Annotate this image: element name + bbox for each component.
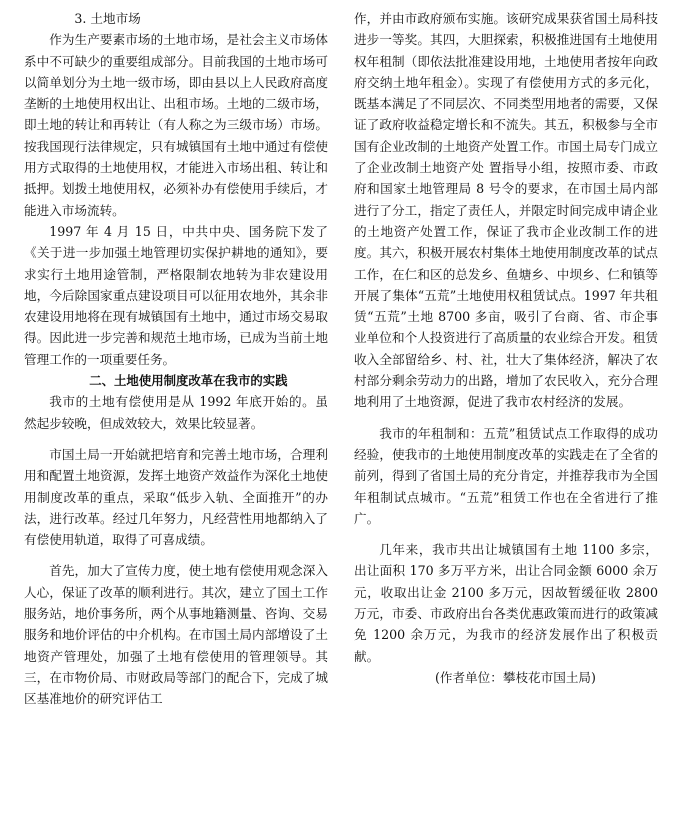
paragraph-pilot-experience: 我市的年租制和：五荒”租赁试点工作取得的成功经验，使我市的土地使用制度改革的实践走在了全省的前列，得到了省国土局的充分肯定，并推荐我市为全国年租制试点城市。“五荒”租赁工作也在全省进行了推广。 [354,425,658,526]
paragraph-bureau-reform: 市国土局一开始就把培育和完善土地市场，合理利用和配置土地资源，发挥土地资产效益作为深化土地使用制度改革的重点，采取“低步入轨、全面推开”的办法，进行改革。经过几年努力，凡经营性用地都纳入了有偿使用轨道，取得了可喜成绩。 [24,446,328,548]
paragraph-measures: 首先，加大了宣传力度，使土地有偿使用观念深入人心，保证了改革的顺利进行。其次，建立了国土工作服务站，地价事务所，两个从事地籍测量、咨询、交易服务和地价评估的中介机构。在市国土局内部增设了土地资产管理处，加强了土地有偿使用的管理领导。其三，在市物价局、市财政局等部门的配合下，完成了城区基准地价的研究评估工 [24,563,328,707]
section-heading-land-market: 3. 土地市场 [74,11,141,26]
right-column [354,8,658,688]
paragraph-measures-continued: 作，并由市政府颁布实施。该研究成果获省国土局科技进步一等奖。其四，大胆探索，积极推进国有土地使用权年租制（即依法批准建设用地，土地使用者按年向政府交纳土地年租金）。实现了有偿使用方式的多元化，既基本满足了不同层次、不同类型用地者的需要，又保证了政府收益稳定增长和不流失。其五，积极参与全市国有企业改制的土地资产处置工作。市国土局专门成立了企业改制土地资产处 置指导小组，按照市委、市政府和国家土地管理局 8 号令的要求，在市国土局内部进行了分工，指定了责任人，并限定时间完成申请企业的土地资产处置工作，保证了我市企业改制工作的进度。其六，积极开展农村集体土地使用制度改革的试点工作，在仁和区的总发乡、鱼塘乡、中坝乡、仁和镇等开展了集体“五荒”土地使用权租赁试点。1997 年共租赁“五荒”土地 8700 多亩，吸引了台商、省、市企事业单位和个人投资进行了高质量的农业综合开发。租赁收入全部留给乡、村、社，壮大了集体经济，解决了农村部分剩余劳动力的出路，增加了农民收入，充分合理地利用了土地资源，促进了我市农村经济的发展。 [354,11,658,410]
paragraph-gap [24,434,328,444]
paragraph-gap [354,413,658,423]
paragraph-gap [354,529,658,539]
author-affiliation: (作者单位：攀枝花市国土局) [434,669,596,685]
left-column [24,8,328,710]
paragraph-gap [24,550,328,560]
paragraph-1997-notice: 1997 年 4 月 15 日，中共中央、国务院下发了《关于进一步加强土地管理切实保护耕地的通知》，要求实行土地用途管制，严格限制农地转为非农建设用地，今后除国家重点建设项目可以征用农地外，其余非农建设用地将在现有城镇国有土地中，通过市场交易取得。因此进一步完善和规范土地市场，已成为当前土地管理工作的一项重要任务。 [24,223,328,367]
paragraph-results-summary: 几年来，我市共出让城镇国有土地 1100 多宗，出让面积 170 多万平方米，出让合同金额 6000 余万元，收取出让金 2100 多万元，因故暂缓征收 2800 万元，市委、市政府出台各类优惠政策而进行的政策减免 1200 余万元，为我市的经济发展作出了积极贡献。 [354,542,658,664]
paragraph-start-1992: 我市的土地有偿使用是从 1992 年底开始的。虽然起步较晚，但成效较大，效果比较显著。 [24,394,328,431]
section-heading-practice: 二、土地使用制度改革在我市的实践 [89,373,288,389]
paragraph-land-market-definition: 作为生产要素市场的土地市场，是社会主义市场体系中不可缺少的重要组成部分。目前我国的土地市场可以简单划分为土地一级市场，即由县以上人民政府高度垄断的土地使用权出让、出租市场。土地的二级市场，即土地的转让和再转让（有人称之为三级市场）市场。按我国现行法律规定，只有城镇国有土地中通过有偿使用方式取得的土地使用权，才能进入市场出租、转让和抵押。划拨土地使用权，必须补办有偿使用手续后，才能进入市场流转。 [24,32,328,218]
